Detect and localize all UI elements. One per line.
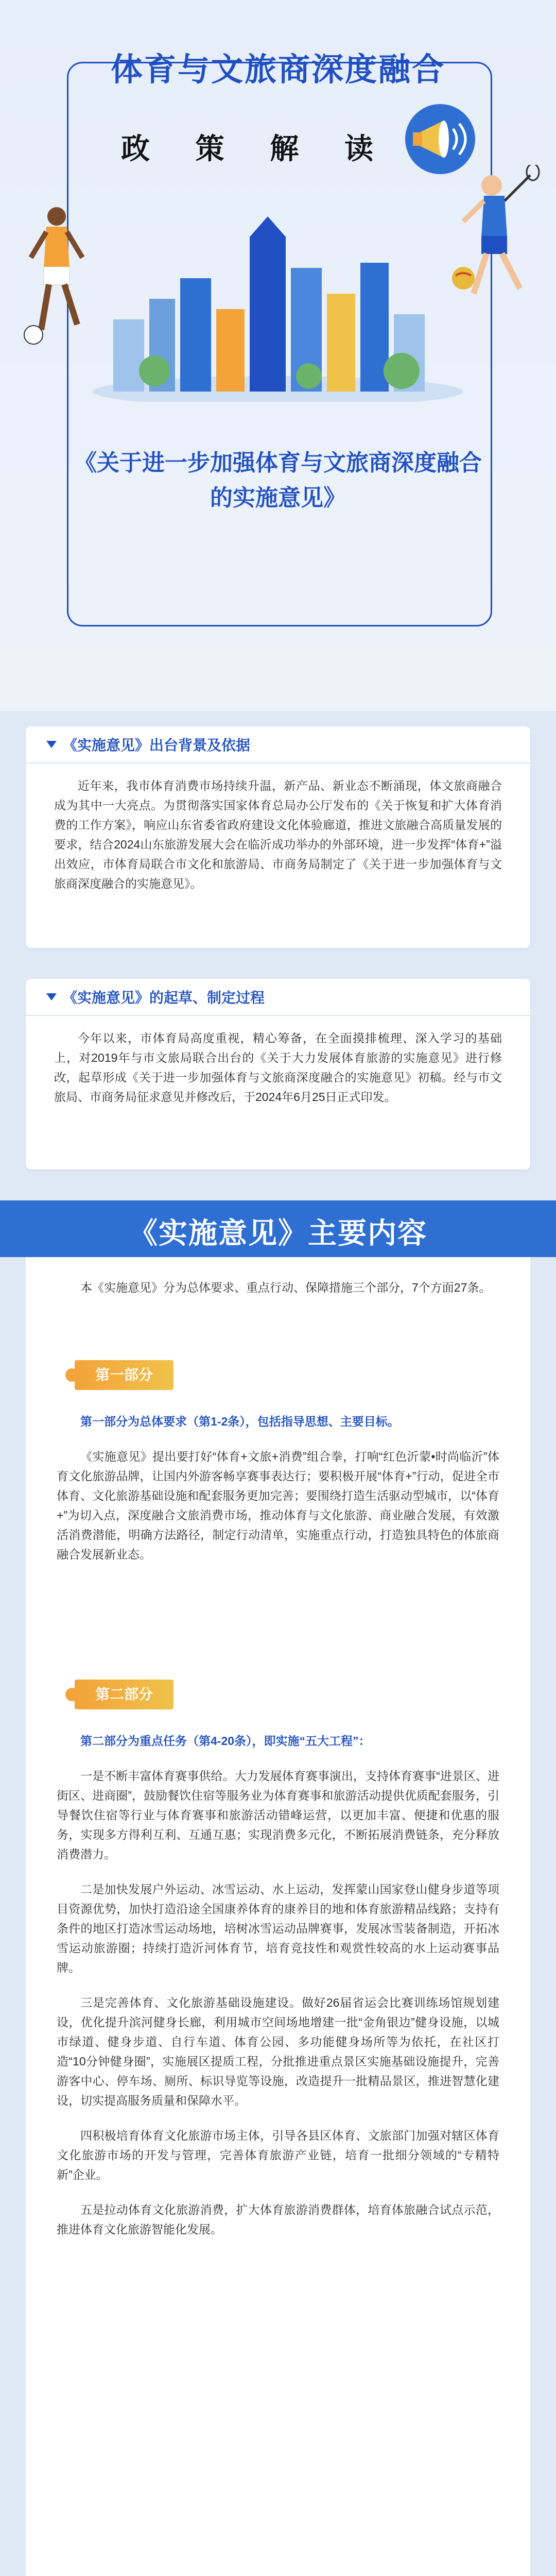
card-heading-text: 《实施意见》出台背景及依据	[63, 737, 251, 753]
part-one-body: 《实施意见》提出要打好“体育+文旅+消费”组合拳，打响“红色沂蒙•时尚临沂”体育文化旅游品牌，让国内外游客畅享赛事表达行；要积极开展“体育+”行动，促进全市体育、文化旅游基础设施和配套服务更加完善；要围绕打造生活驱动型城市，以“体育+”为切入点，深度融合文旅消费市场，推动体育与文化旅游、商业融合发展，有效激活消费潜能，明确方法路径，制定行动清单，实施重点行动，打造独具特色的体旅商融合发展新业态。	[57, 1450, 499, 1561]
task-paragraph: 一是不断丰富体育赛事供给。大力发展体育赛事演出，支持体育赛事“进景区、进街区、进商圈”，鼓励餐饮住宿等服务业为体育赛事和旅游活动提供优质配套服务，引导餐饮住宿等行业与体育赛事和旅游活动错峰运营，以更加丰富、便捷和优惠的服务，实现多方得利互利、互通互惠；实现消费多元化，不断拓展消费链条，充分释放消费潜力。	[57, 1769, 499, 1861]
task-paragraph: 五是拉动体育文化旅游消费，扩大体育旅游消费群体，培育体旅融合试点示范，推进体育文化旅游智能化发展。	[57, 2203, 499, 2236]
task-paragraph: 四积极培育体育文化旅游市场主体，引导各县区体育、文旅部门加强对辖区体育文化旅游市场的开发与管理，完善体育旅游产业链，培育一批细分领域的“专精特新”企业。	[57, 2129, 499, 2181]
main-content-panel	[26, 1257, 530, 2576]
header	[0, 0, 556, 711]
card-heading-text: 《实施意见》的起草、制定过程	[63, 990, 265, 1006]
triangle-icon	[46, 741, 57, 748]
part-two-lead: 第二部分为重点任务（第4-20条），即实施“五大工程”：	[80, 1734, 371, 1748]
triangle-icon	[46, 993, 57, 1001]
part-one-lead: 第一部分为总体要求（第1-2条），包括指导思想、主要目标。	[80, 1415, 399, 1428]
main-content-heading: 《实施意见》主要内容	[129, 1217, 427, 1249]
card-heading	[26, 979, 530, 1016]
drafting-card	[26, 979, 530, 1170]
part-one-tag: 第一部分	[75, 1360, 173, 1390]
document-title: 《关于进一步加强体育与文旅商深度融合的实施意见》	[74, 450, 482, 511]
card-body: 今年以来，市体育局高度重视，精心筹备，在全面摸排梳理、深入学习的基础上，对2019年与市文旅局联合出台的《关于大力发展体育旅游的实施意见》进行修改，起草形成《关于进一步加强体育与文旅商深度融合的实施意见》初稿。经与市文旅局、市商务局征求意见并修改后，于2024年6月25日正式印发。	[54, 1031, 502, 1104]
sub-char: 解	[270, 132, 299, 165]
sub-char: 读	[344, 132, 373, 165]
card-body: 近年来，我市体育消费市场持续升温，新产品、新业态不断涌现，体文旅商融合成为其中一大亮点。为贯彻落实国家体育总局办公厅发布的《关于恢复和扩大体育消费的工作方案》，响应山东省委省政府建设文化体验廊道，推进文旅融合高质量发展的要求，结合2024山东旅游发展大会在临沂成功举办的外部环境，进一步发挥“体育+”溢出效应，市体育局联合市文化和旅游局、市商务局制定了《关于进一步加强体育与文旅商深度融合的实施意见》。	[54, 779, 502, 890]
intro-paragraph: 本《实施意见》分为总体要求、重点行动、保障措施三个部分，7个方面27条。	[80, 1281, 491, 1294]
background-card	[26, 726, 530, 948]
city-skyline-icon	[93, 216, 463, 402]
policy-interpretation-title	[121, 126, 373, 167]
sub-char: 策	[195, 132, 224, 165]
soccer-player-icon	[15, 196, 98, 350]
task-paragraph: 二是加快发展户外运动、冰雪运动、水上运动，发挥蒙山国家登山健身步道等项目资源优势，加快打造沿途全国康养体育的康养目的地和体育旅游精品线路；支持有条件的地区打造冰雪运动场地，培树冰雪运动品牌赛事，发展冰雪装备制造，开拓冰雪运动旅游圈；持续打造沂河体育节，培育竞技性和观赏性较高的水上运动赛事品牌。	[57, 1883, 499, 1974]
card-heading	[26, 726, 530, 764]
sub-char: 政	[121, 132, 150, 165]
page-title: 体育与文旅商深度融合	[110, 52, 445, 88]
task-paragraph: 三是完善体育、文化旅游基础设施建设。做好26届省运会比赛训练场馆规划建设，优化提升滨河健身长廊，利用城市空间场地增建一批“金角银边”健身设施，以城市绿道、健身步道、自行车道、体育公园、多功能健身场所等为依托，在社区打造“10分钟健身圈”，实施展区提质工程，分批推进重点景区实施基础设施提升，完善游客中心、停车场、厕所、标识导览等设施，改造提升一批精品景区，推进智慧化建设，切实提高服务质量和保障水平。	[57, 1996, 499, 2107]
part-two-tag: 第二部分	[75, 1680, 173, 1709]
